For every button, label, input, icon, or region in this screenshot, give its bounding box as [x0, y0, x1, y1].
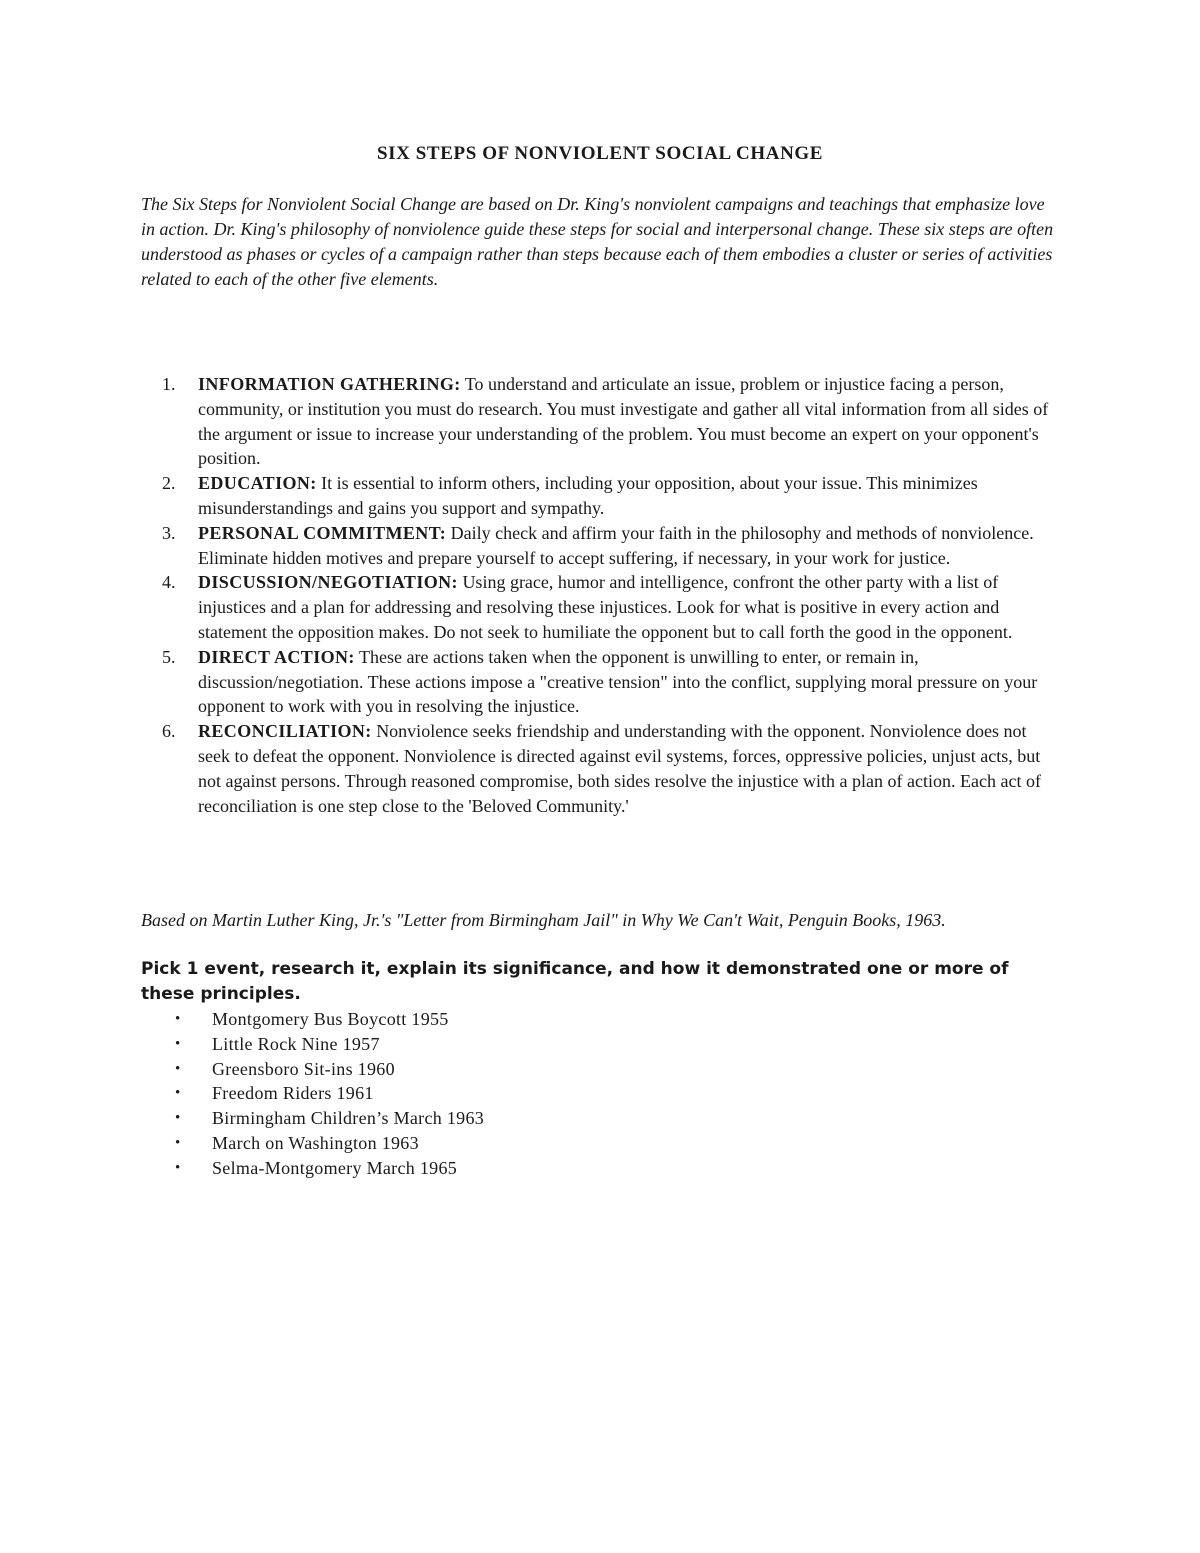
step-number: 3.	[162, 522, 176, 543]
page-title: SIX STEPS OF NONVIOLENT SOCIAL CHANGE	[376, 143, 824, 164]
step-number: 6.	[162, 721, 176, 742]
step-text: Daily check and affirm your faith in the philosophy and methods of nonviolence. Eliminate hidden motives and prepare yourself to accept suffering, if necessary, in your work for justice.	[198, 522, 1034, 568]
assignment-prompt: Pick 1 event, research it, explain its significance, and how it demonstrated one or more of these principles.	[141, 959, 1009, 1004]
steps-list	[141, 372, 1061, 818]
intro-paragraph: The Six Steps for Nonviolent Social Change are based on Dr. King's nonviolent campaigns and teachings that emphasize love in action. Dr. King's philosophy of nonviolence guide these steps for social and interpersonal change. These six steps are often understood as phases or cycles of a campaign rather than steps because each of them embodies a cluster or series of activities related to each of the other five elements.	[141, 194, 1054, 289]
step-item	[141, 471, 1061, 521]
list-item	[141, 1007, 484, 1032]
list-item	[141, 1081, 484, 1106]
list-item	[141, 1131, 484, 1156]
step-item	[141, 521, 1061, 571]
event-label: Montgomery Bus Boycott 1955	[212, 1009, 449, 1029]
events-list	[141, 1007, 484, 1181]
bullet-icon: •	[175, 1060, 181, 1077]
event-label: Greensboro Sit-ins 1960	[212, 1058, 395, 1079]
step-heading: EDUCATION:	[198, 473, 317, 494]
bullet-icon: •	[175, 1085, 181, 1102]
step-item	[141, 719, 1061, 818]
bullet-icon: •	[175, 1134, 181, 1151]
step-number: 1.	[162, 374, 176, 394]
step-heading: DIRECT ACTION:	[198, 646, 355, 667]
event-label: March on Washington 1963	[212, 1132, 419, 1153]
step-text: It is essential to inform others, including your opposition, about your issue. This minimizes misunderstandings and gains you support and sympathy.	[198, 473, 978, 518]
event-label: Birmingham Children’s March 1963	[212, 1108, 485, 1129]
step-number: 4.	[162, 572, 176, 593]
step-heading: INFORMATION GATHERING:	[198, 374, 461, 394]
bullet-icon: •	[175, 1035, 181, 1052]
step-item	[141, 645, 1061, 719]
step-item	[141, 372, 1061, 471]
step-number: 5.	[162, 646, 176, 667]
event-label: Little Rock Nine 1957	[212, 1033, 380, 1054]
bullet-icon: •	[175, 1011, 181, 1027]
citation: Based on Martin Luther King, Jr.'s "Letter from Birmingham Jail" in Why We Can't Wait, Penguin Books, 1963.	[141, 910, 946, 930]
list-item	[141, 1156, 484, 1181]
list-item	[141, 1032, 484, 1057]
step-text: Using grace, humor and intelligence, confront the other party with a list of injustices and a plan for addressing and resolving these injustices. Look for what is positive in every action and statement the opposition makes. Do not seek to humiliate the opponent but to call forth the good in the opponent.	[198, 572, 1013, 642]
bullet-icon: •	[175, 1110, 181, 1127]
step-number: 2.	[162, 473, 176, 494]
step-heading: RECONCILIATION:	[198, 721, 372, 742]
event-label: Selma-Montgomery March 1965	[212, 1157, 458, 1178]
list-item	[141, 1106, 484, 1131]
bullet-icon: •	[175, 1159, 181, 1176]
step-heading: DISCUSSION/NEGOTIATION:	[198, 572, 458, 593]
step-heading: PERSONAL COMMITMENT:	[198, 522, 447, 543]
step-text: These are actions taken when the opponent is unwilling to enter, or remain in, discussion/negotiation. These actions impose a "creative tension" into the conflict, supplying moral pressure on your opponent to work with you in resolving the injustice.	[198, 646, 1038, 717]
event-label: Freedom Riders 1961	[212, 1083, 374, 1104]
step-text: To understand and articulate an issue, problem or injustice facing a person, community, or institution you must do research. You must investigate and gather all vital information from all sides of the argument or issue to increase your understanding of the problem. You must become an expert on your opponent's position.	[198, 374, 1049, 469]
list-item	[141, 1057, 484, 1082]
step-text: Nonviolence seeks friendship and understanding with the opponent. Nonviolence does not seek to defeat the opponent. Nonviolence is directed against evil systems, forces, oppressive policies, unjust acts, but not against persons. Through reasoned compromise, both sides resolve the injustice with a plan of action. Each act of reconciliation is one step close to the 'Beloved Community.'	[198, 721, 1041, 816]
step-item	[141, 570, 1061, 644]
